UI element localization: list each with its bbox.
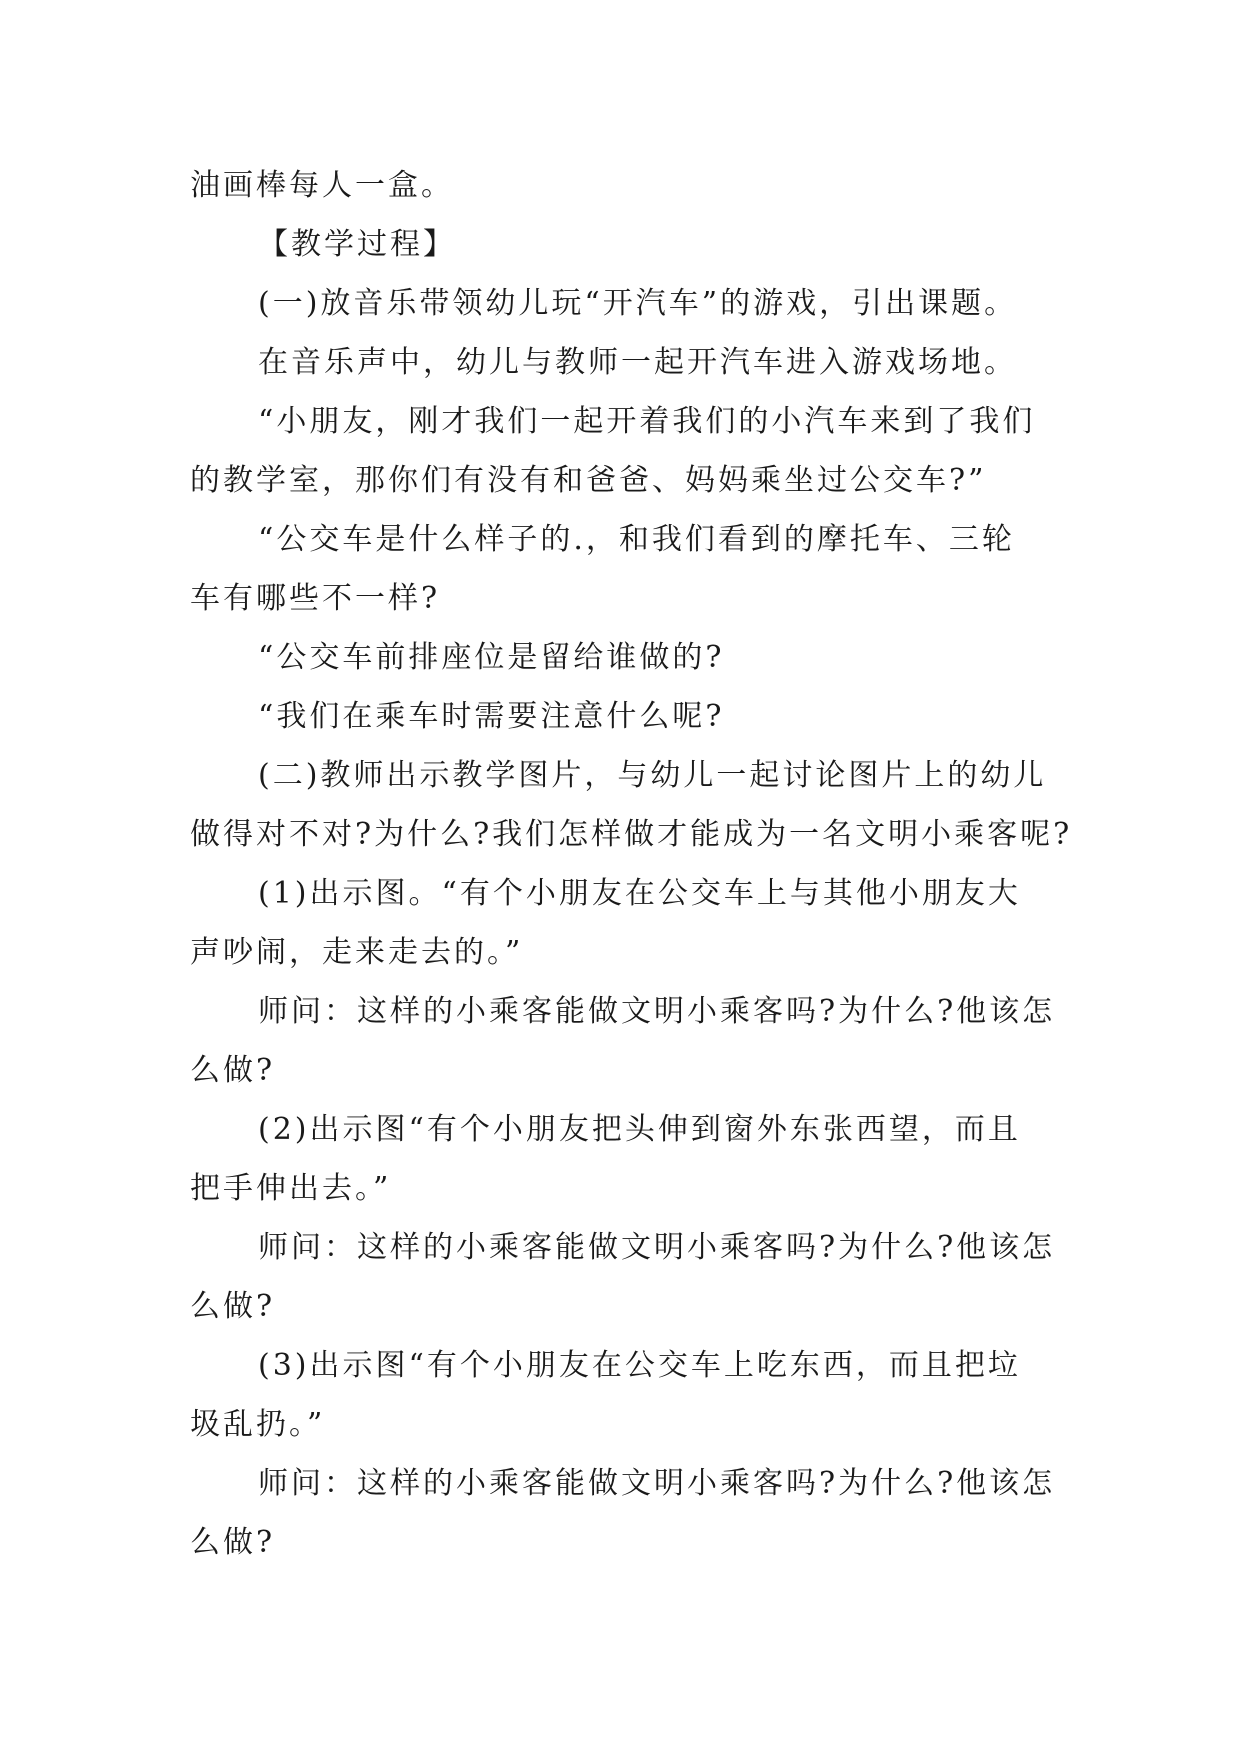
text-line: 做得对不对?为什么?我们怎样做才能成为一名文明小乘客呢?	[190, 817, 1073, 852]
text-line: 声吵闹，走来走去的。”	[190, 935, 524, 970]
text-line: 师问：这样的小乘客能做文明小乘客吗?为什么?他该怎	[258, 1466, 1056, 1501]
text-line: 么做?	[190, 1053, 276, 1088]
text-line: (二)教师出示教学图片，与幼儿一起讨论图片上的幼儿	[258, 758, 1047, 793]
text-line: “我们在乘车时需要注意什么呢?	[258, 699, 725, 734]
text-line: 师问：这样的小乘客能做文明小乘客吗?为什么?他该怎	[258, 994, 1056, 1029]
text-line: (1)出示图。“有个小朋友在公交车上与其他小朋友大	[258, 876, 1021, 911]
text-line: 车有哪些不一样?	[190, 581, 441, 616]
text-line: 的教学室，那你们有没有和爸爸、妈妈乘坐过公交车?”	[190, 463, 987, 498]
text-line: (2)出示图“有个小朋友把头伸到窗外东张西望，而且	[258, 1112, 1021, 1147]
text-line: “公交车前排座位是留给谁做的?	[258, 640, 725, 675]
text-line: 在音乐声中，幼儿与教师一起开汽车进入游戏场地。	[258, 345, 1017, 380]
text-line: “小朋友，刚才我们一起开着我们的小汽车来到了我们	[258, 404, 1036, 439]
text-line: 油画棒每人一盒。	[190, 168, 454, 203]
text-line: 把手伸出去。”	[190, 1171, 392, 1206]
text-line: 么做?	[190, 1525, 276, 1560]
text-line: 师问：这样的小乘客能做文明小乘客吗?为什么?他该怎	[258, 1230, 1056, 1265]
text-line: “公交车是什么样子的.，和我们看到的摩托车、三轮	[258, 522, 1015, 557]
section-heading: 【教学过程】	[258, 227, 456, 262]
text-line: (3)出示图“有个小朋友在公交车上吃东西，而且把垃	[258, 1348, 1021, 1383]
text-line: (一)放音乐带领幼儿玩“开汽车”的游戏，引出课题。	[258, 286, 1018, 321]
text-line: 么做?	[190, 1289, 276, 1324]
text-line: 圾乱扔。”	[190, 1407, 326, 1442]
